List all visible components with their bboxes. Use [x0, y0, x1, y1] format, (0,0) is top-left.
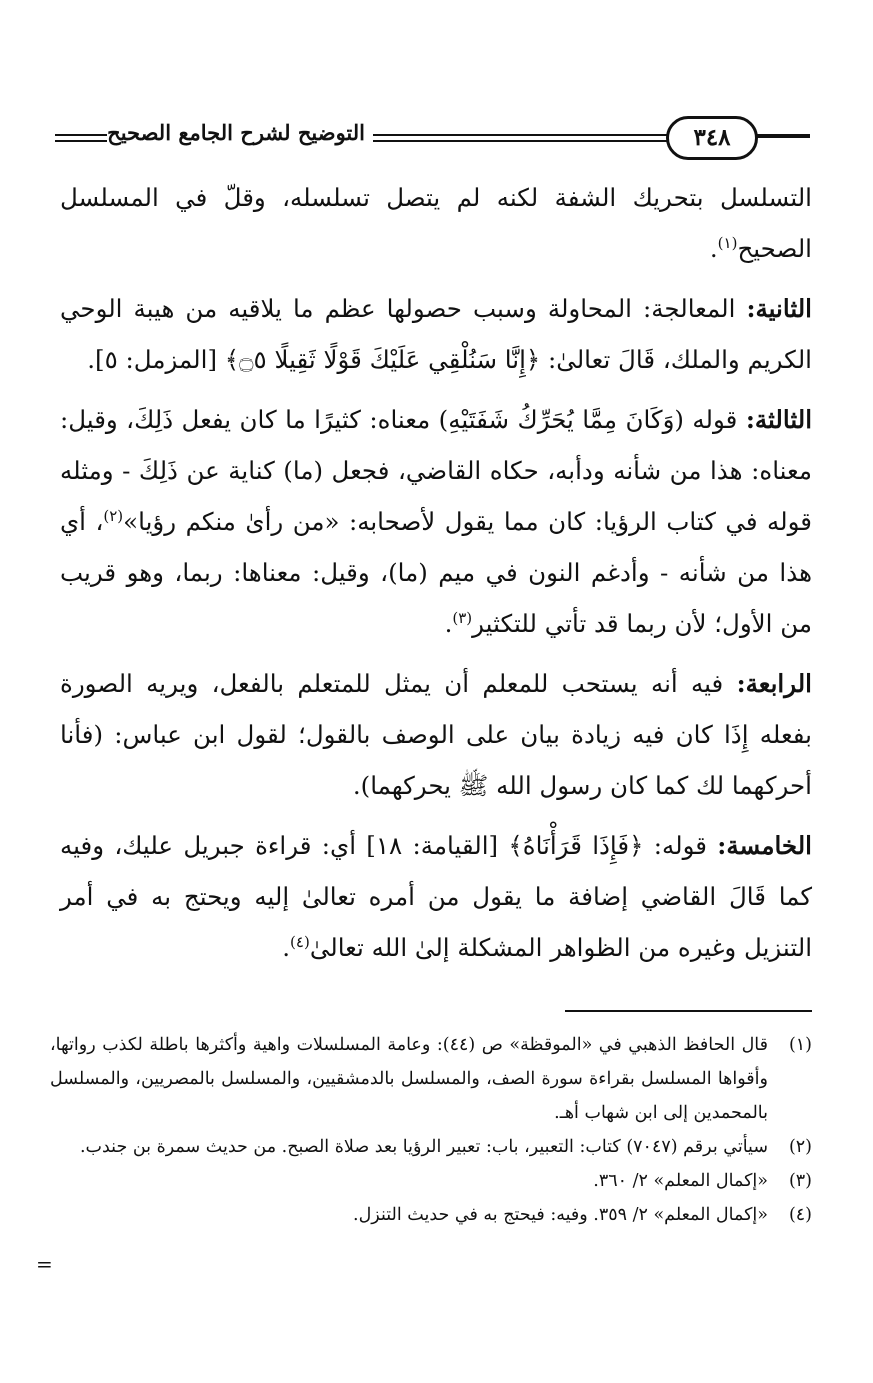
paragraph-text: قوله (وَكَانَ مِمَّا يُحَرِّكُ شَفَتَيْهِ) معناه: كثيرًا ما كان يفعل ذَلِكَ، وقيل: معناه: هذا من شأنه ودأبه، حكاه القاضي، فجعل (ما) كناية عن ذَلِكَ - ومثله قوله في كتاب الرؤيا: كان مما يقول لأصحابه: «من رأىٰ منكم رؤيا»	[60, 405, 812, 536]
footnote-text: «إكمال المعلم» ٢/ ٣٥٩. وفيه: فيحتج به في حديث التنزل.	[353, 1205, 768, 1225]
footnote-ref: (٣)	[452, 608, 473, 627]
footnote-2	[50, 1130, 812, 1164]
footnote-number: (١)	[788, 1035, 812, 1055]
page-number: ٣٤٨	[666, 116, 758, 160]
paragraph-text: قوله: ﴿فَإِذَا قَرَأْنَاهُ﴾ [القيامة: ١٨] أي: قراءة جبريل عليك، وفيه كما قَالَ القاضي إضافة ما يقول من أمره تعالىٰ إليه ويحتج به في أمر التنزيل وغيره من الظواهر المشكلة إلىٰ الله تعالىٰ	[60, 831, 812, 962]
paragraph-lead: الثالثة:	[745, 405, 812, 434]
paragraph-lead: الثانية:	[746, 294, 812, 323]
footnote-divider	[565, 1010, 812, 1012]
page-header	[55, 112, 810, 162]
paragraph-text: المعالجة: المحاولة وسبب حصولها عظم ما يلاقيه من هيبة الوحي الكريم والملك، قَالَ تعالىٰ: ﴿إِنَّا سَنُلْقِي عَلَيْكَ قَوْلًا ثَقِيلًا ۝٥﴾ [المزمل: ٥].	[60, 294, 812, 374]
paragraph-lead: الخامسة:	[717, 831, 812, 860]
paragraph-end: .	[444, 609, 453, 638]
paragraph-1	[60, 172, 812, 274]
paragraph-tail: .	[282, 933, 291, 962]
footnote-3	[50, 1164, 812, 1198]
footnote-1	[50, 1028, 812, 1130]
header-rule-right	[756, 134, 810, 138]
paragraph-3	[60, 394, 812, 649]
paragraph-text: فيه أنه يستحب للمعلم أن يمثل للمتعلم بالفعل، ويريه الصورة بفعله إِذَا كان فيه زيادة بيان على الوصف بالقول؛ لقول ابن عباس: (فأنا أحركهما لك كما كان رسول الله ﷺ يحركهما).	[60, 669, 812, 800]
footnote-text: قال الحافظ الذهبي في «الموقظة» ص (٤٤): وعامة المسلسلات واهية وأكثرها باطلة لكذب رواتها، وأقواها المسلسل بقراءة سورة الصف، والمسلسل بالدمشقيين، والمسلسل بالمصريين، والمسلسل بالمحمدين إلى ابن شهاب أهـ.	[50, 1035, 768, 1123]
paragraph-5	[60, 820, 812, 973]
paragraph-lead: الرابعة:	[736, 669, 812, 698]
continuation-mark: =	[36, 1252, 53, 1276]
footnote-ref: (١)	[717, 233, 738, 252]
paragraph-tail: .	[709, 234, 718, 263]
footnote-number: (٤)	[788, 1205, 812, 1225]
footnote-4	[50, 1198, 812, 1232]
running-title: التوضيح لشرح الجامع الصحيح	[107, 120, 365, 145]
footnote-ref: (٢)	[103, 506, 124, 525]
paragraph-text: التسلسل بتحريك الشفة لكنه لم يتصل تسلسله، وقلّ في المسلسل الصحيح	[60, 183, 812, 263]
paragraph-4	[60, 658, 812, 811]
paragraph-tail: ، أي هذا من شأنه - وأدغم النون في ميم (ما)، وقيل: معناها: ربما، وهو قريب من الأول؛ لأن ربما قد تأتي للتكثير	[60, 507, 812, 638]
footnote-number: (٣)	[788, 1171, 812, 1191]
footnote-ref: (٤)	[290, 932, 310, 951]
footnote-number: (٢)	[788, 1137, 812, 1157]
footnote-text: سيأتي برقم (٧٠٤٧) كتاب: التعبير، باب: تعبير الرؤيا بعد صلاة الصبح. من حديث سمرة بن جندب.	[79, 1137, 768, 1157]
paragraph-2	[60, 283, 812, 385]
header-rule-left	[55, 134, 107, 142]
footnote-text: «إكمال المعلم» ٢/ ٣٦٠.	[593, 1171, 768, 1191]
footnotes	[50, 1028, 812, 1232]
header-rule-middle	[373, 134, 715, 142]
main-text	[60, 172, 812, 982]
